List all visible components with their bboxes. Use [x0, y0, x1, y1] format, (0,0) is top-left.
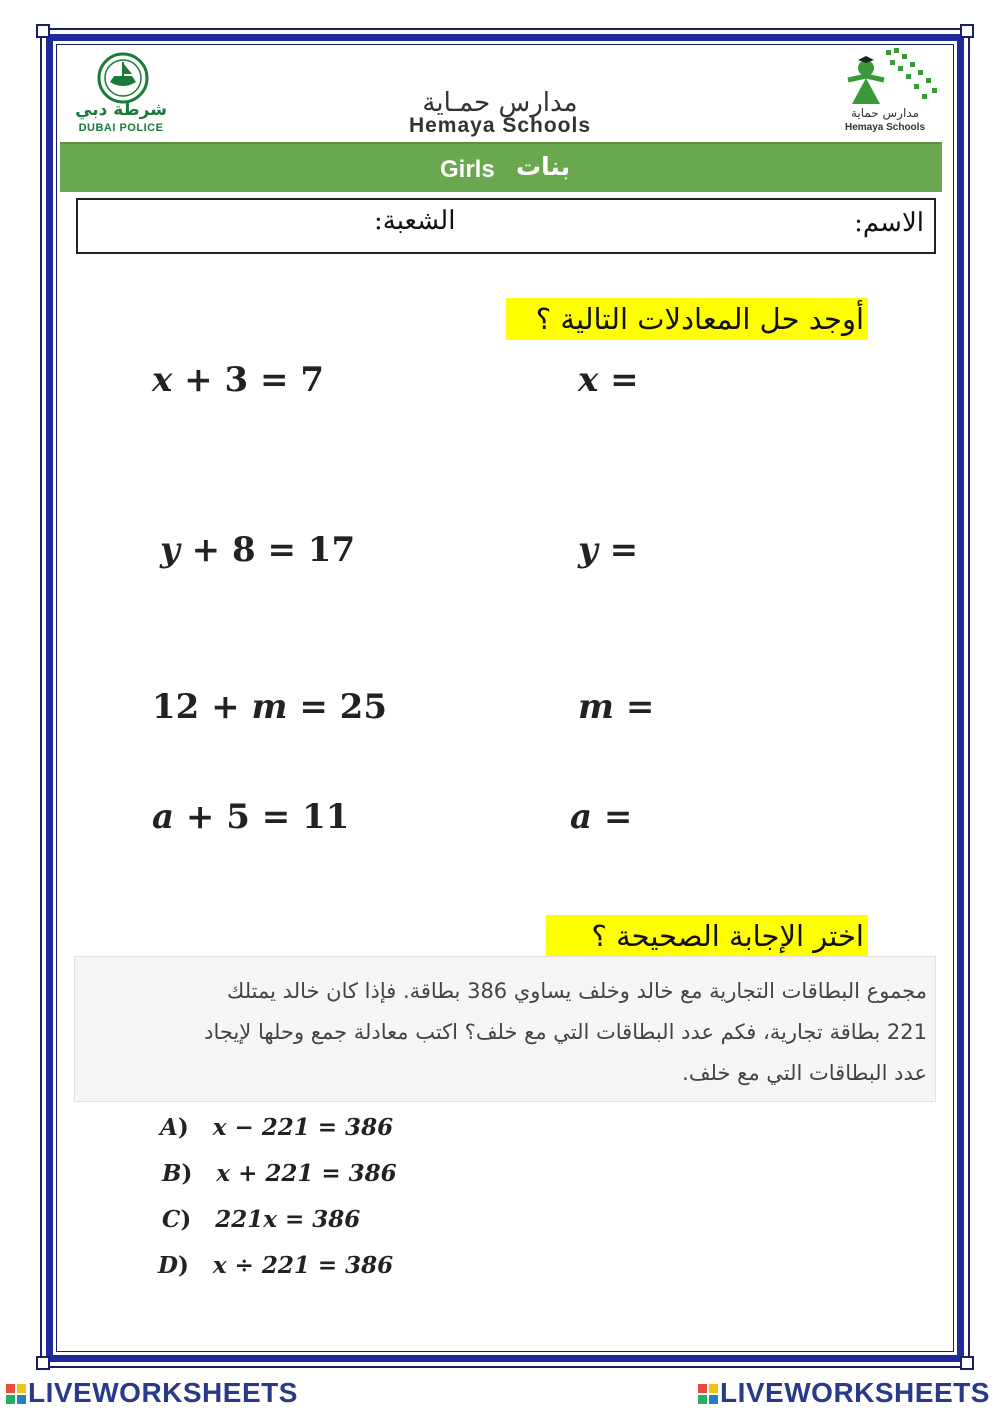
corner-ornament: [36, 24, 50, 38]
girls-label-arabic: بنات: [516, 152, 571, 181]
student-info-box[interactable]: [76, 198, 936, 254]
dubai-police-arabic: شرطة دبي: [75, 100, 167, 120]
equation-a: a + 5 = 11: [152, 797, 350, 837]
word-problem-text: [87, 971, 927, 1094]
problem-line: مجموع البطاقات التجارية مع خالد وخلف يساوي 386 بطاقة. فإذا كان خالد يمتلك: [227, 979, 927, 1003]
answer-input-y[interactable]: [650, 535, 850, 575]
equation-y: y + 8 = 17: [160, 530, 356, 570]
option-d[interactable]: D) x ÷ 221 = 386: [158, 1252, 394, 1279]
corner-ornament: [36, 1356, 50, 1370]
answer-label-y: y =: [578, 530, 639, 570]
answer-input-a[interactable]: [645, 802, 845, 842]
part1-heading: أوجد حل المعادلات التالية ؟: [506, 298, 868, 340]
word-problem-box: [74, 956, 936, 1102]
answer-label-a: a =: [570, 797, 633, 837]
school-name-arabic: مدارس حمـاية: [422, 88, 578, 118]
equation-m: 12 + m = 25: [152, 687, 387, 727]
answer-input-m[interactable]: [668, 692, 868, 732]
liveworksheets-icon: [698, 1384, 718, 1404]
answer-input-x[interactable]: [650, 365, 850, 405]
problem-line: عدد البطاقات التي مع خلف.: [682, 1061, 927, 1085]
name-label: الاسم:: [854, 208, 924, 238]
logo-text-english: Hemaya Schools: [844, 122, 926, 133]
liveworksheets-brand-left: LIVEWORKSHEETS: [6, 1377, 298, 1409]
dubai-police-english: DUBAI POLICE: [78, 122, 164, 134]
liveworksheets-brand-right: LIVEWORKSHEETS: [698, 1377, 990, 1409]
answer-label-m: m =: [578, 687, 655, 727]
option-a[interactable]: A) x − 221 = 386: [160, 1114, 394, 1141]
option-b[interactable]: B) x + 221 = 386: [162, 1160, 397, 1187]
liveworksheets-icon: [6, 1384, 26, 1404]
equation-x: x + 3 = 7: [152, 360, 324, 400]
corner-ornament: [960, 24, 974, 38]
problem-line: 221 بطاقة تجارية، فكم عدد البطاقات التي مع خلف؟ اكتب معادلة جمع وحلها لإيجاد: [204, 1020, 927, 1044]
girls-label-english: Girls: [440, 156, 495, 183]
section-label: الشعبة:: [374, 206, 456, 236]
girls-banner: [60, 142, 942, 192]
option-c[interactable]: C) 221x = 386: [162, 1206, 361, 1233]
logo-text-arabic: مدارس حماية: [850, 106, 920, 120]
part2-heading: اختر الإجابة الصحيحة ؟: [546, 915, 868, 957]
answer-label-x: x =: [578, 360, 639, 400]
corner-ornament: [960, 1356, 974, 1370]
hemaya-schools-logo: [828, 44, 948, 114]
school-name-english: Hemaya Schools: [408, 114, 592, 137]
